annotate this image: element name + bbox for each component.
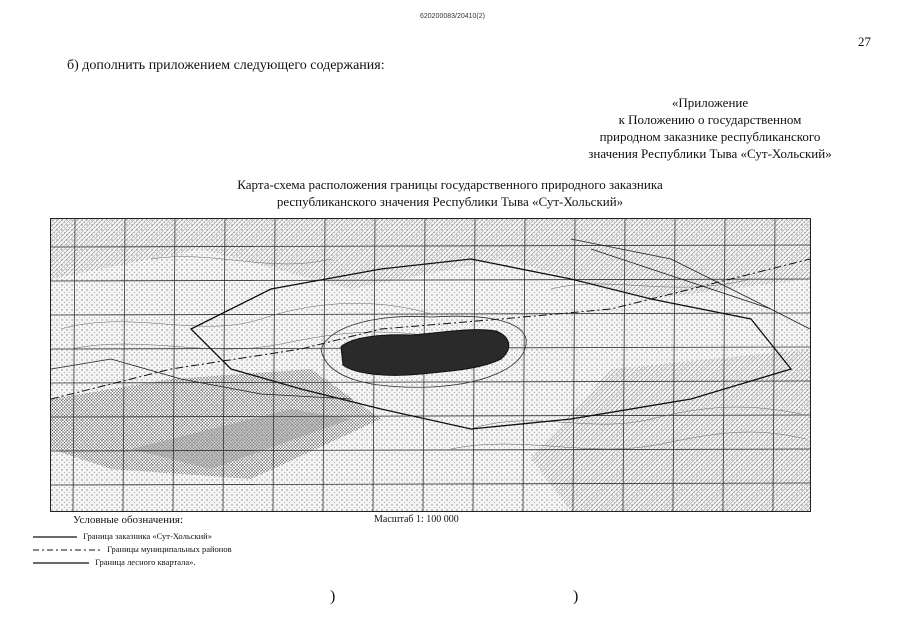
appendix-line: природном заказнике республиканского <box>599 129 821 144</box>
appendix-line: к Положению о государственном <box>618 112 802 127</box>
legend-label: Граница заказника «Сут-Хольский» <box>83 531 212 541</box>
legend-item-districts <box>33 544 232 554</box>
appendix-line: «Приложение <box>671 95 749 110</box>
map-scheme <box>50 218 811 512</box>
legend-label: Границы муниципальных районов <box>107 544 232 554</box>
legend-label: Граница лесного квартала». <box>95 557 196 567</box>
map-title <box>150 176 750 210</box>
map-title-line: Карта-схема расположения границы государственного природного заказника <box>237 177 663 192</box>
legend-item-reserve <box>33 531 212 541</box>
map-image <box>51 219 810 511</box>
legend-title: Условные обозначения: <box>73 514 184 526</box>
legend-dash-dot-line-icon <box>33 547 101 553</box>
appendix-line: значения Республики Тыва «Сут-Хольский» <box>588 146 832 161</box>
legend-solid-line-icon <box>33 534 77 540</box>
intro-text: б) дополнить приложением следующего содержания: <box>67 58 385 73</box>
legend-item-forest-block <box>33 557 196 567</box>
page-number: 27 <box>858 34 871 49</box>
legend-solid-line-icon <box>33 560 89 566</box>
map-title-line: республиканского значения Республики Тыва «Сут-Хольский» <box>276 194 624 209</box>
map-scale: Масштаб 1: 100 000 <box>374 514 459 525</box>
handwritten-mark: ) <box>573 588 579 605</box>
handwritten-mark: ) <box>330 588 336 605</box>
appendix-header <box>560 94 860 162</box>
document-number: 620200083/20410(2) <box>419 13 485 20</box>
